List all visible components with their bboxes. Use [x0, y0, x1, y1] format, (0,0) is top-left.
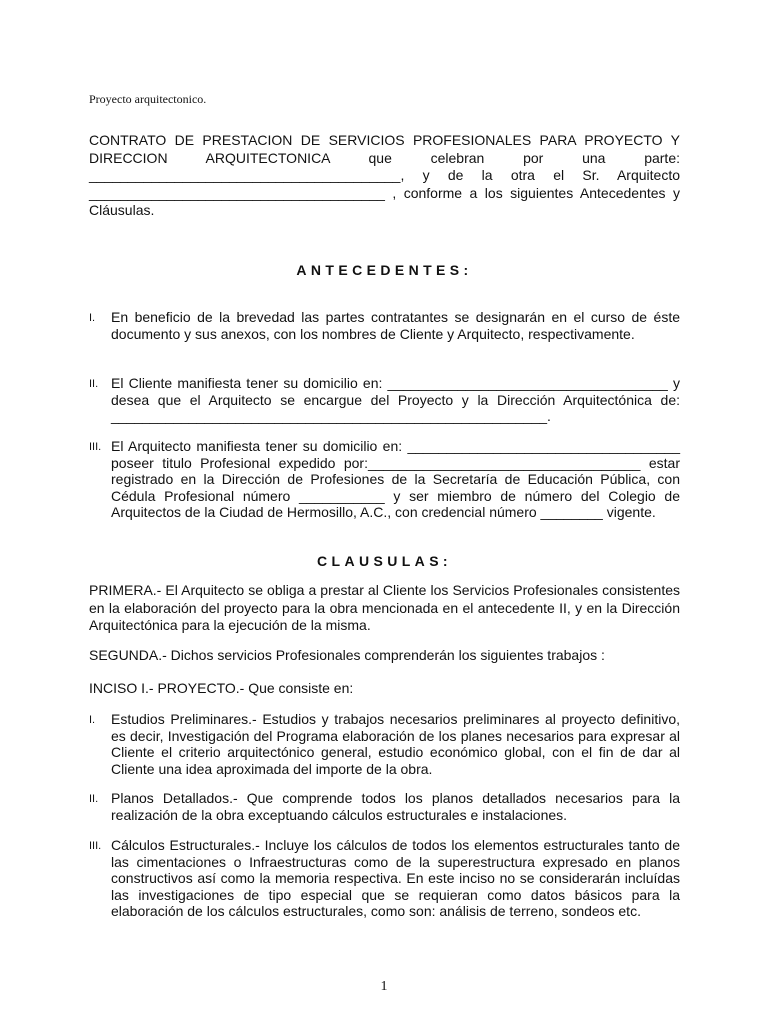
clausulas-heading: CLAUSULAS:: [317, 553, 452, 569]
antecedente-item: [89, 309, 680, 342]
item-number: I.: [89, 312, 96, 324]
antecedente-item: [89, 438, 680, 521]
contract-intro: [89, 132, 680, 220]
page-number: 1: [380, 979, 388, 994]
intro-line-1: CONTRATO DE PRESTACION DE SERVICIOS PROFESIONALES PARA PROYECTO Y: [89, 132, 680, 148]
item-number: II.: [89, 378, 99, 390]
intro-line-3: ________________________________________, y de la otra el Sr. Arquitecto: [89, 167, 680, 184]
item-text: El Cliente manifiesta tener su domicilio en: ____________________________________ y desea que el Arquitecto se encargue del Proyecto y la Dirección Arquitectónica de: ________________________________________________________.: [111, 375, 680, 425]
item-text: El Arquitecto manifiesta tener su domicilio en: ___________________________________ poseer titulo Profesional expedido por:___________________________________ estar registrado en la Dirección de Profesiones de la Secretaría de Educación Pública, con Cédula Profesional número ___________ y ser miembro de número del Colegio de Arquitectos de la Ciudad de Hermosillo, A.C., con credencial número ________ vigente.: [111, 438, 680, 521]
item-number: III.: [89, 441, 102, 453]
proyecto-item: [89, 790, 680, 823]
proyecto-item: [89, 711, 680, 777]
intro-line-4: ______________________________________ , conforme a los siguientes Antecedentes y: [89, 184, 680, 201]
item-text: Planos Detallados.- Que comprende todos los planos detallados necesarios para la realización de la obra exceptuando cálculos estructurales e instalaciones.: [111, 790, 680, 823]
item-number: II.: [89, 793, 99, 805]
item-number: I.: [89, 714, 96, 726]
inciso-proyecto: INCISO I.- PROYECTO.- Que consiste en:: [89, 680, 354, 696]
clausula-segunda: SEGUNDA.- Dichos servicios Profesionales comprenderán los siguientes trabajos :: [89, 647, 605, 663]
clausula-primera: PRIMERA.- El Arquitecto se obliga a prestar al Cliente los Servicios Profesionales consistentes en la elaboración del proyecto para la obra mencionada en el antecedente II, y en la Dirección Arquitectónica para la ejecución de la misma.: [89, 582, 680, 634]
proyecto-item: [89, 837, 680, 920]
antecedentes-heading: ANTECEDENTES:: [296, 262, 473, 278]
item-text: Cálculos Estructurales.- Incluye los cálculos de todos los elementos estructurales tanto de las cimentaciones o Infraestructuras como de la superestructura expresado en planos constructivos así como la memoria respectiva. En este inciso no se considerarán incluídas las investigaciones de tipo especial que se requieran como datos básicos para la elaboración de los cálculos estructurales, como son: análisis de terreno, sondeos etc.: [111, 837, 680, 920]
intro-line-5: Cláusulas.: [89, 202, 155, 219]
intro-line-2: DIRECCION ARQUITECTONICA que celebran por una parte:: [89, 149, 680, 166]
item-text: Estudios Preliminares.- Estudios y trabajos necesarios preliminares al proyecto definitivo, es decir, Investigación del Programa elaboración de los planes necesarios para expresar al Cliente el criterio arquitectónico general, estudio económico global, con el fin de dar al Cliente una idea aproximada del importe de la obra.: [111, 711, 680, 777]
item-number: III.: [89, 840, 102, 852]
document-header: Proyecto arquitectonico.: [89, 92, 207, 106]
antecedente-item: [89, 375, 680, 425]
item-text: En beneficio de la brevedad las partes contratantes se designarán en el curso de éste documento y sus anexos, con los nombres de Cliente y Arquitecto, respectivamente.: [111, 309, 680, 342]
